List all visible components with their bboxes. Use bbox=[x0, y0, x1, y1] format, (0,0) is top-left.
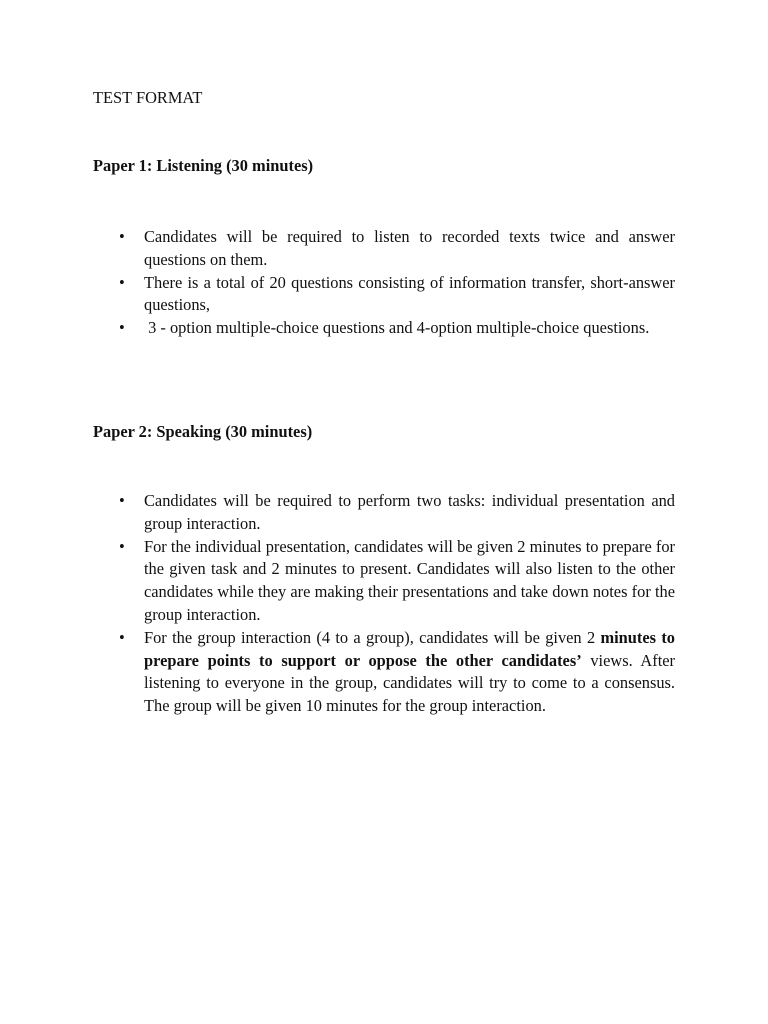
section-heading-speaking: Paper 2: Speaking (30 minutes) bbox=[93, 422, 313, 441]
text-run: views. After listening to everyone in the group, candidates will try to come to a consensus. The group will be given 10 minutes for the group interaction. bbox=[144, 650, 675, 716]
bold-text-run: minutes to prepare points to support or oppose the other candidates’ bbox=[144, 627, 675, 670]
list-item: • There is a total of 20 questions consisting of information transfer, short-answer questions, bbox=[93, 272, 675, 318]
list-item: • For the individual presentation, candidates will be given 2 minutes to prepare for the given task and 2 minutes to present. Candidates will also listen to the other candidates while they are making their presentations and take down notes for the group interaction. bbox=[93, 536, 675, 627]
speaking-bullet-list bbox=[93, 490, 675, 718]
list-item: • 3 - option multiple-choice questions and 4-option multiple-choice questions. bbox=[93, 317, 675, 340]
list-item: • Candidates will be required to listen to recorded texts twice and answer questions on them. bbox=[93, 226, 675, 272]
list-item bbox=[93, 627, 675, 718]
section-heading-listening: Paper 1: Listening (30 minutes) bbox=[93, 156, 314, 175]
listening-bullet-list bbox=[93, 226, 675, 340]
document-title: TEST FORMAT bbox=[93, 88, 203, 107]
list-item: • Candidates will be required to perform two tasks: individual presentation and group interaction. bbox=[93, 490, 675, 536]
text-run: For the group interaction (4 to a group), candidates will be given 2 bbox=[144, 627, 601, 647]
